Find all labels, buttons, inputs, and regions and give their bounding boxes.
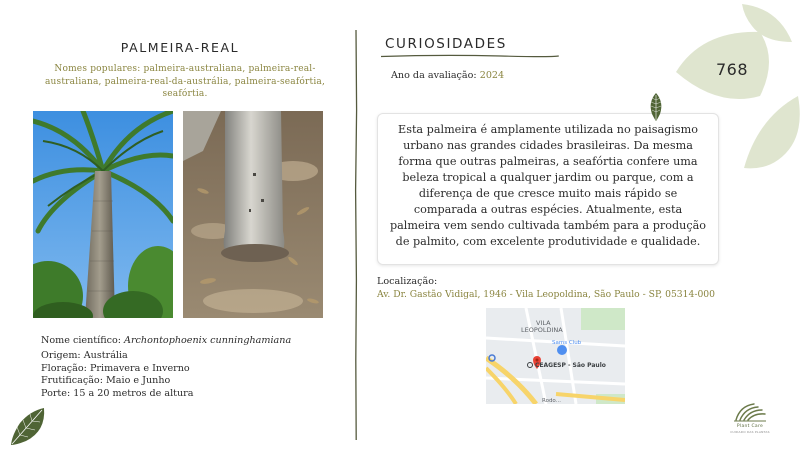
map-district-line2: LEOPOLDINA <box>521 326 563 334</box>
leaf-icon <box>8 405 48 447</box>
logo-tagline: CUIDADO DAS PLANTAS <box>730 430 770 434</box>
flowering-text: Floração: Primavera e Inverno <box>41 362 190 374</box>
palm-canopy-photo <box>33 111 173 318</box>
map-poi-ceagesp: CEAGESP - São Paulo <box>535 362 606 369</box>
year-label: Ano da avaliação: <box>391 70 480 81</box>
evaluation-year <box>391 70 504 81</box>
location-label: Localização: <box>377 276 438 287</box>
map-poi-sams: Sams Club <box>552 340 582 346</box>
plant-title: PALMEIRA-REAL <box>120 40 240 55</box>
leaf-icon <box>648 92 664 122</box>
map-road-label: Rodo... <box>542 398 561 404</box>
origin-text: Origem: Austrália <box>41 350 128 361</box>
size-text: Porte: 15 a 20 metros de altura <box>41 387 194 399</box>
vertical-divider <box>354 30 358 440</box>
scientific-name-value: Archontophoenix cunninghamiana <box>124 335 292 346</box>
logo-name: Plant Care <box>736 424 764 429</box>
plant-facts <box>41 350 194 400</box>
tree-number-badge: 768 <box>715 60 749 79</box>
fruiting-text: Frutificação: Maio e Junho <box>41 375 171 387</box>
scientific-name-label: Nome científico: <box>41 335 125 346</box>
popular-names: Nomes populares: palmeira-australiana, palmeira-real-australiana, palmeira-real-da-austrália, palmeira-seafórtia, seafórtia. <box>44 64 326 99</box>
decorative-leaves-badge <box>668 0 800 175</box>
map-district-line1: VILA <box>536 319 551 327</box>
curiosities-text: Esta palmeira é amplamente utilizada no paisagismo urbano nas grandes cidades brasileiras. Da mesma forma que outras palmeiras, a seafórtia confere uma beleza tropical a qualquer jardim ou parque, com a diferença de que cresce muito mais rápido se comparada a outras espécies. Atualmente, esta palmeira vem sendo cultivada também para a produção de palmito, com excelente produtividade e qualidade. <box>389 123 707 248</box>
title-underline <box>381 53 559 59</box>
palm-trunk-base-photo <box>183 111 323 318</box>
year-value: 2024 <box>479 70 505 81</box>
scientific-name <box>41 335 291 346</box>
curiosities-title: CURIOSIDADES <box>385 36 507 52</box>
location-address: Av. Dr. Gastão Vidigal, 1946 - Vila Leopoldina, São Paulo - SP, 05314-000 <box>377 289 715 300</box>
location-map[interactable] <box>486 308 625 404</box>
